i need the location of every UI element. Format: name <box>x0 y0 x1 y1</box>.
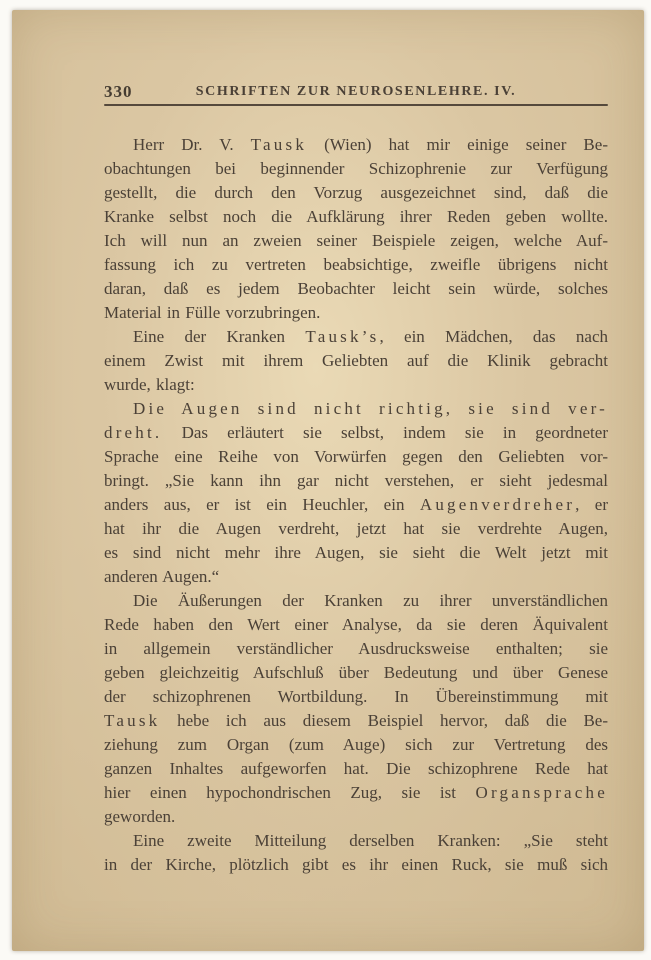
emphasized-text: dreht. <box>104 423 163 442</box>
text-line <box>104 301 608 325</box>
body-text: ganzen Inhaltes aufgeworfen hat. Die schizophrene Rede hat <box>104 759 608 778</box>
body-text: Das erläutert sie selbst, indem sie in geordneter <box>162 423 608 442</box>
body-text: hier einen hypochondrischen Zug, sie ist <box>104 783 476 802</box>
text-line <box>104 589 608 613</box>
text-line <box>104 685 608 709</box>
text-line <box>104 517 608 541</box>
text-line <box>104 205 608 229</box>
body-text: hat ihr die Augen verdreht, jetzt hat sie verdrehte Augen, <box>104 519 608 538</box>
body-text: in allgemein verständlicher Ausdrucksweise enthalten; sie <box>104 639 608 658</box>
body-text: Ich will nun an zweien seiner Beispiele zeigen, welche Auf- <box>104 231 608 250</box>
text-line <box>104 397 608 421</box>
body-text: es sind nicht mehr ihre Augen, sie sieht die Welt jetzt mit <box>104 543 608 562</box>
paragraph <box>104 133 608 325</box>
body-text: ziehung zum Organ (zum Auge) sich zur Vertretung des <box>104 735 608 754</box>
text-line <box>104 805 608 829</box>
page-number: 330 <box>104 82 133 101</box>
text-line <box>104 661 608 685</box>
emphasized-text: Tausk <box>104 711 161 730</box>
emphasized-text: Die Augen sind nicht richtig, sie sind ver- <box>133 399 608 418</box>
text-line <box>104 349 608 373</box>
body-text: obachtungen bei beginnender Schizophrenie zur Verfügung <box>104 159 608 178</box>
paragraph <box>104 589 608 829</box>
text-line <box>104 709 608 733</box>
body-text: geworden. <box>104 807 176 826</box>
body-text: in der Kirche, plötzlich gibt es ihr einen Ruck, sie muß sich <box>104 855 608 874</box>
body-text: Eine zweite Mitteilung derselben Kranken: „Sie steht <box>133 831 608 850</box>
body-text: , er <box>575 495 608 514</box>
body-text: Herr Dr. V. <box>133 135 251 154</box>
text-line <box>104 133 608 157</box>
body-text: anders aus, er ist ein Heuchler, ein <box>104 495 420 514</box>
running-title: SCHRIFTEN ZUR NEUROSENLEHRE. IV. <box>195 84 517 99</box>
body-text: (Wien) hat mir einige seiner Be- <box>307 135 608 154</box>
body-text: fassung ich zu vertreten beabsichtige, zweifle übrigens nicht <box>104 255 608 274</box>
body-text: hebe ich aus diesem Beispiel hervor, daß die Be- <box>160 711 608 730</box>
body-text: gestellt, die durch den Vorzug ausgezeichnet sind, daß die <box>104 183 608 202</box>
paragraph <box>104 397 608 589</box>
body-text: wurde, klagt: <box>104 375 195 394</box>
text-line <box>104 421 608 445</box>
page-header <box>104 82 608 102</box>
text-line <box>104 229 608 253</box>
emphasized-text: Tausk <box>250 135 308 154</box>
body-text: Sprache eine Reihe von Vorwürfen gegen den Geliebten vor- <box>104 447 608 466</box>
body-text: einem Zwist mit ihrem Geliebten auf die Klinik gebracht <box>104 351 608 370</box>
body-text: Die Äußerungen der Kranken zu ihrer unverständlichen <box>133 591 608 610</box>
body-text: Rede haben den Wert einer Analyse, da sie deren Äquivalent <box>104 615 608 634</box>
header-rule <box>104 104 608 106</box>
text-line <box>104 637 608 661</box>
emphasized-text: Tausk’s <box>305 327 380 346</box>
text-line <box>104 493 608 517</box>
text-line <box>104 565 608 589</box>
text-line <box>104 181 608 205</box>
text-line <box>104 757 608 781</box>
text-line <box>104 781 608 805</box>
body-text: Eine der Kranken <box>133 327 306 346</box>
text-line <box>104 469 608 493</box>
text-line <box>104 445 608 469</box>
body-text: Kranke selbst noch die Aufklärung ihrer Reden geben wollte. <box>104 207 608 226</box>
text-line <box>104 325 608 349</box>
body-text: der schizophrenen Wortbildung. In Übereinstimmung mit <box>104 687 608 706</box>
paragraph <box>104 325 608 397</box>
text-line <box>104 829 608 853</box>
body-text: anderen Augen.“ <box>104 567 220 586</box>
text-line <box>104 157 608 181</box>
text-line <box>104 373 608 397</box>
text-line <box>104 253 608 277</box>
text-line <box>104 613 608 637</box>
text-block <box>104 133 608 877</box>
body-text: , ein Mädchen, das nach <box>379 327 608 346</box>
body-text: bringt. „Sie kann ihn gar nicht verstehen, er sieht jedesmal <box>104 471 608 490</box>
body-text: geben gleichzeitig Aufschluß über Bedeutung und über Genese <box>104 663 608 682</box>
body-text: Material in Fülle vorzubringen. <box>104 303 321 322</box>
text-line <box>104 277 608 301</box>
text-line <box>104 853 608 877</box>
body-text: daran, daß es jedem Beobachter leicht sein würde, solches <box>104 279 608 298</box>
text-line <box>104 733 608 757</box>
emphasized-text: Organsprache <box>475 783 608 802</box>
emphasized-text: Augenverdreher <box>419 495 576 514</box>
text-line <box>104 541 608 565</box>
paragraph <box>104 829 608 877</box>
